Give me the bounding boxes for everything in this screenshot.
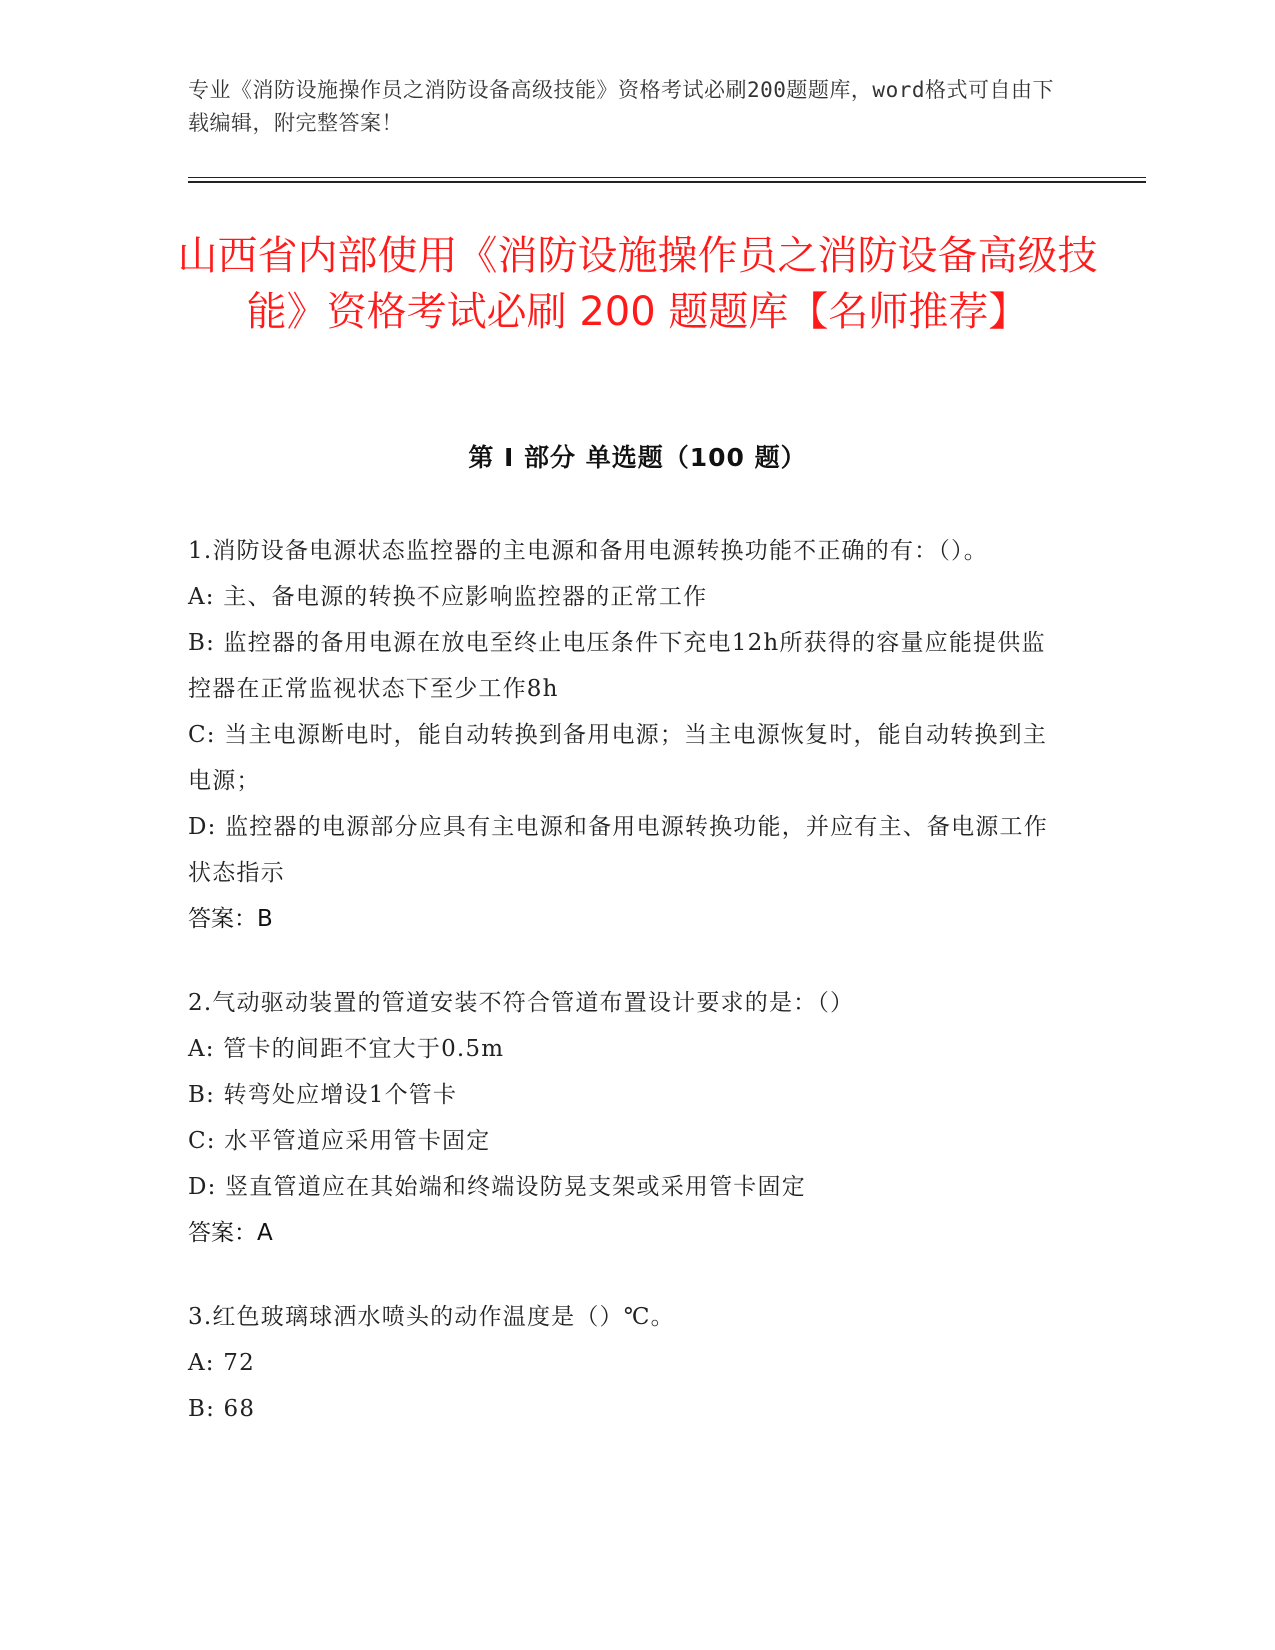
document-title: 山西省内部使用《消防设施操作员之消防设备高级技能》资格考试必刷 200 题题库【名师推荐】 [177, 233, 1098, 335]
question-item [188, 1294, 1068, 1432]
option-a: A: 主、备电源的转换不应影响监控器的正常工作 [188, 584, 708, 610]
option-d: D: 竖直管道应在其始端和终端设防晃支架或采用管卡固定 [188, 1174, 806, 1200]
option-c: C: 水平管道应采用管卡固定 [188, 1128, 491, 1154]
option-b: B: 转弯处应增设1个管卡 [188, 1082, 458, 1108]
header-divider-thin [188, 177, 1146, 178]
option-a: A: 72 [188, 1350, 255, 1376]
header-note: 专业《消防设施操作员之消防设备高级技能》资格考试必刷200题题库，word格式可自由下载编辑，附完整答案！ [188, 78, 1054, 135]
section-title: 第 I 部分 单选题（100 题） [468, 443, 807, 472]
question-item [188, 980, 1068, 1256]
question-text: 1.消防设备电源状态监控器的主电源和备用电源转换功能不正确的有：（）。 [188, 538, 988, 564]
option-b: B: 68 [188, 1396, 256, 1422]
question-text: 2.气动驱动装置的管道安装不符合管道布置设计要求的是：（） [188, 990, 855, 1016]
option-c: C: 当主电源断电时，能自动转换到备用电源；当主电源恢复时，能自动转换到主电源； [188, 722, 1048, 794]
option-b: B: 监控器的备用电源在放电至终止电压条件下充电12h所获得的容量应能提供监控器在正常监视状态下至少工作8h [188, 630, 1046, 702]
option-a: A: 管卡的间距不宜大于0.5m [188, 1036, 505, 1062]
question-list [188, 528, 1068, 1470]
header-divider-thick [188, 181, 1146, 183]
answer-text: 答案：A [188, 1220, 273, 1246]
question-item [188, 528, 1068, 942]
option-d: D: 监控器的电源部分应具有主电源和备用电源转换功能，并应有主、备电源工作状态指示 [188, 814, 1048, 886]
question-text: 3.红色玻璃球洒水喷头的动作温度是（）℃。 [188, 1304, 675, 1330]
answer-text: 答案：B [188, 906, 273, 932]
